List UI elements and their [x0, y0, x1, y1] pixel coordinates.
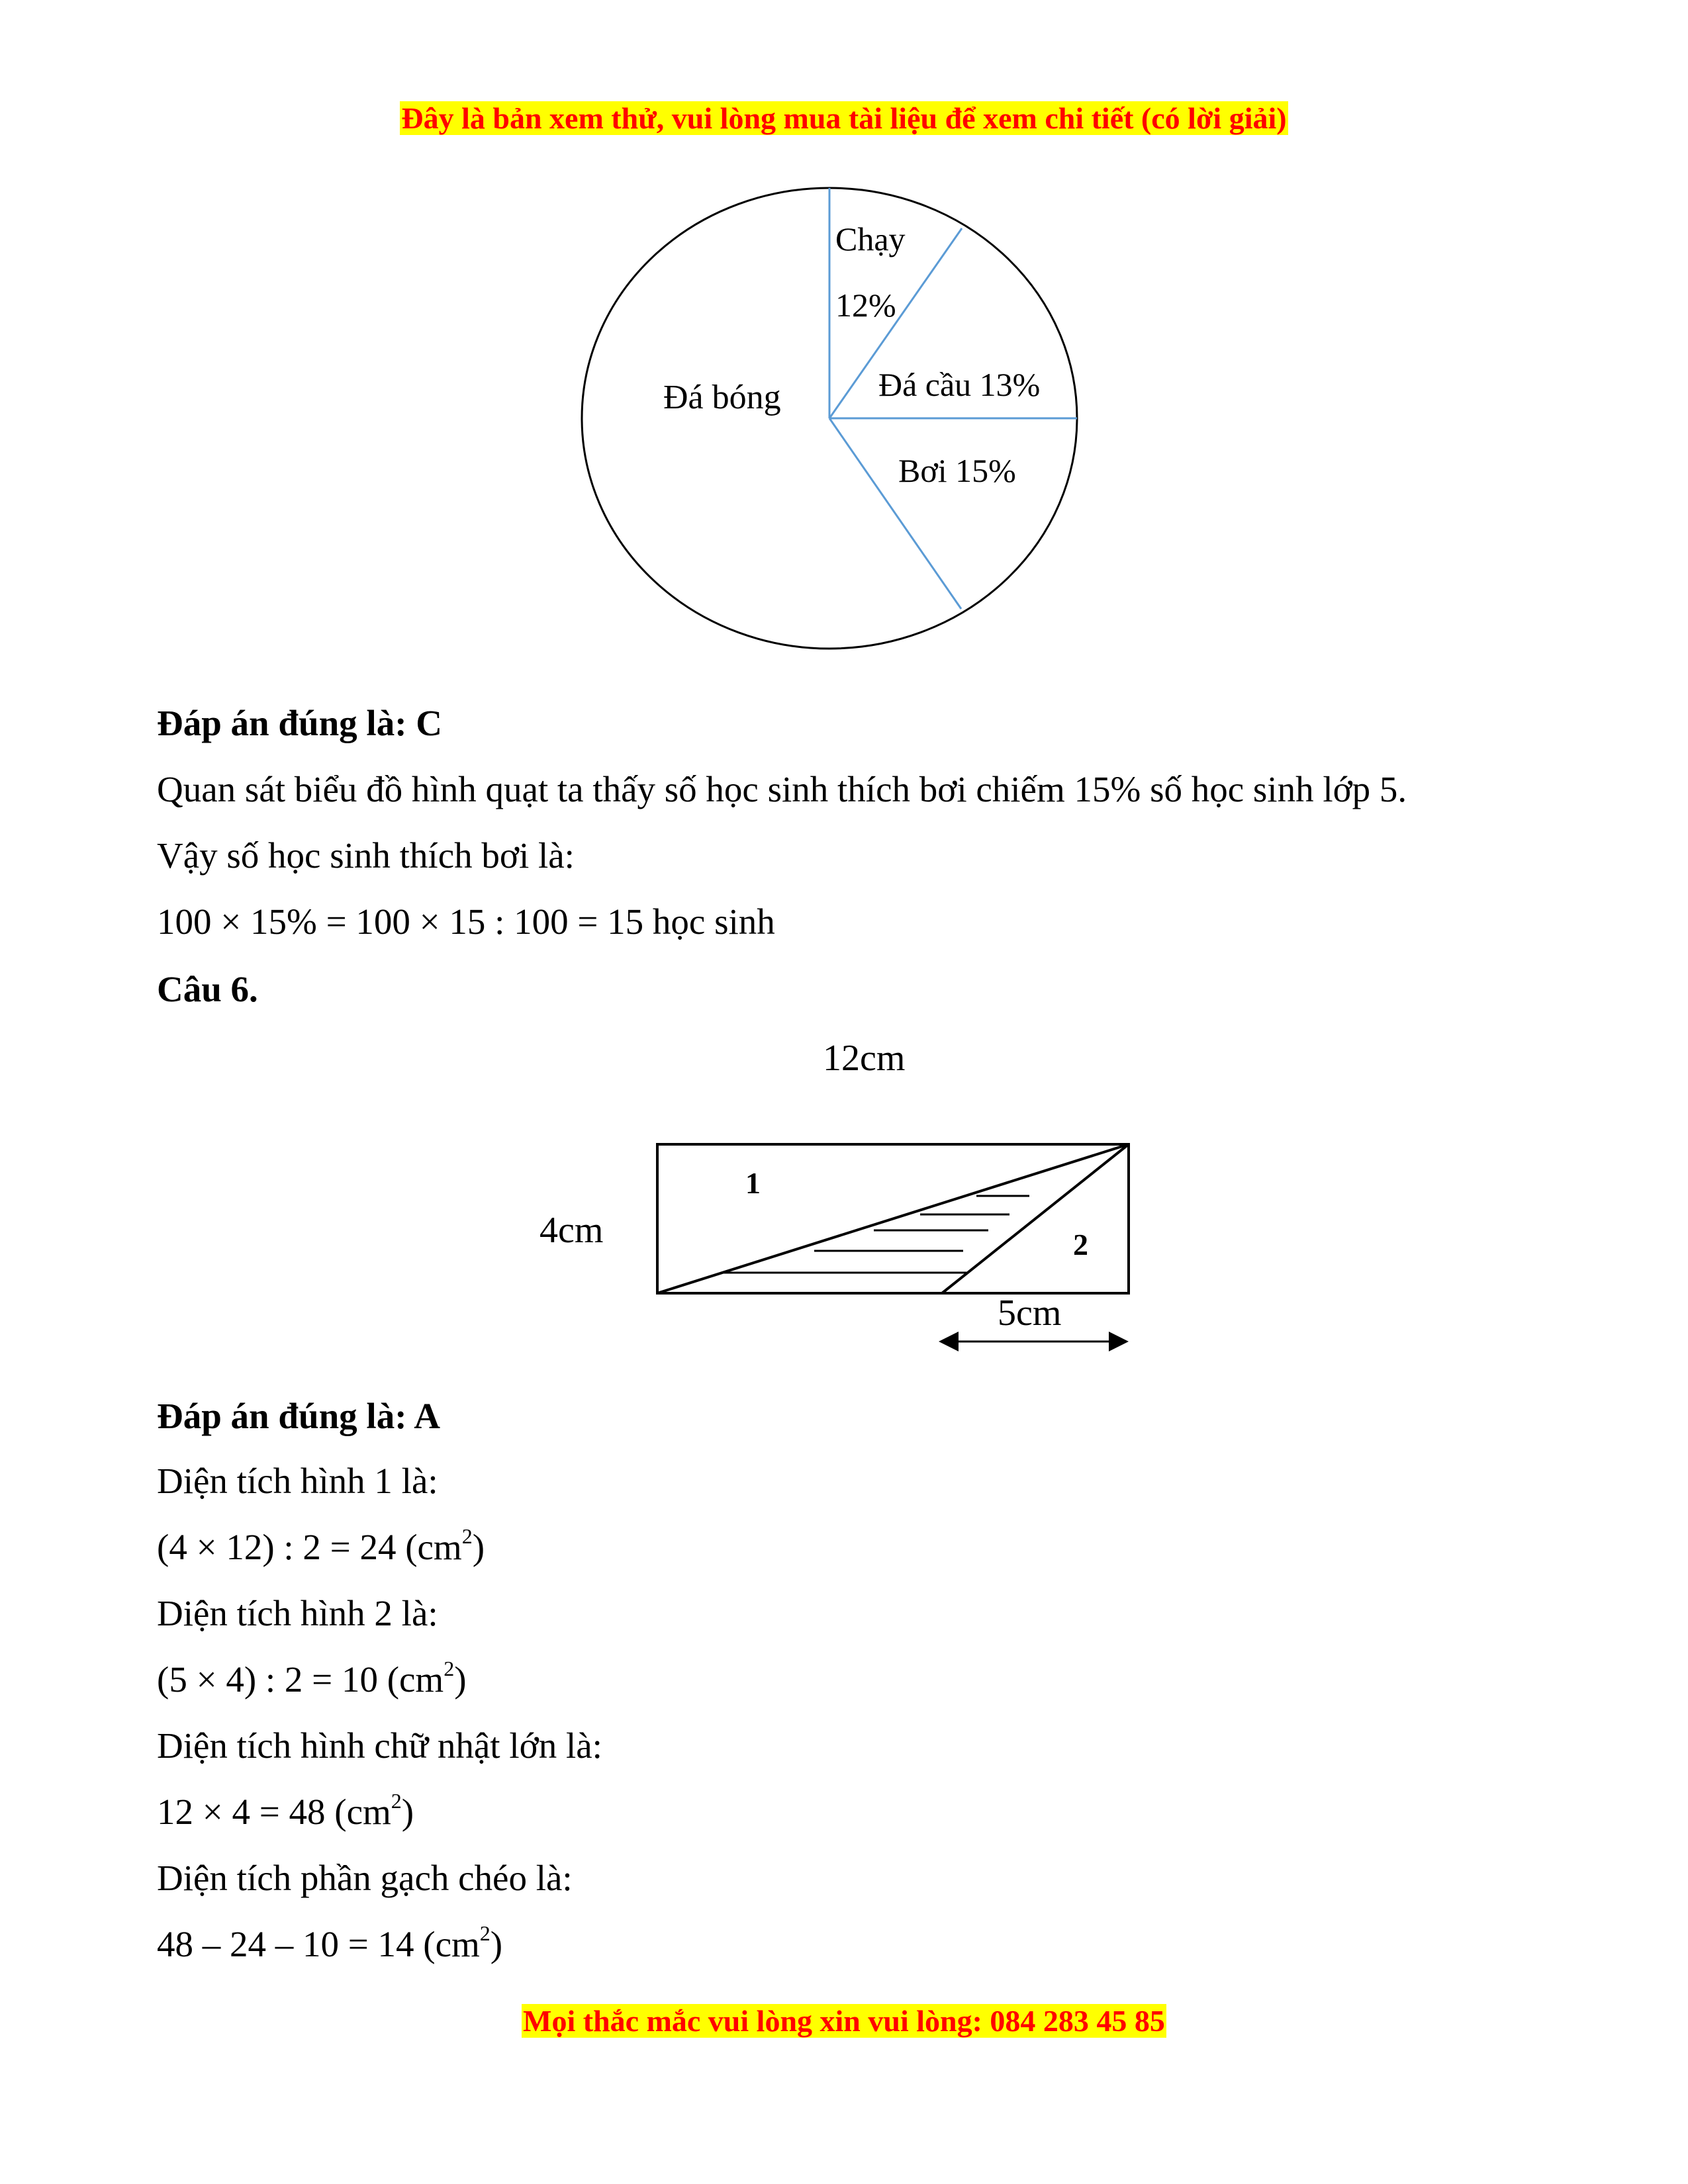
- q6-line-2-after: ): [472, 1527, 485, 1567]
- pie-divider-boi-dabong: [829, 418, 961, 609]
- figure-region-2: 2: [1073, 1228, 1088, 1261]
- q6-figure: [0, 1032, 1688, 1377]
- figure-label-top: 12cm: [823, 1038, 906, 1079]
- preview-banner-text: Đây là bản xem thử, vui lòng mua tài liệu để xem chi tiết (có lời giải): [401, 101, 1287, 135]
- q6-line-4: [157, 1657, 467, 1703]
- q6-line-4-text: (5 × 4) : 2 = 10 (cm: [157, 1659, 444, 1700]
- figure-diagonal-2: [942, 1144, 1129, 1293]
- pie-label-chay: Chạy: [835, 220, 906, 257]
- q6-line-6-text: 12 × 4 = 48 (cm: [157, 1792, 391, 1832]
- pie-label-dabong: Đá bóng: [663, 379, 781, 416]
- q6-line-3: Diện tích hình 2 là:: [157, 1593, 438, 1633]
- q6-line-8-after: ): [490, 1924, 503, 1964]
- pie-label-chay-value: 12%: [835, 287, 896, 324]
- contact-banner-text: Mọi thắc mắc vui lòng xin vui lòng: 084 283 45 85: [523, 2004, 1165, 2038]
- figure-region-1: 1: [745, 1166, 761, 1200]
- pie-chart: [0, 0, 1688, 728]
- q6-answer: Đáp án đúng là: A: [157, 1396, 440, 1436]
- q6-line-6-after: ): [401, 1792, 414, 1832]
- q5-line-2: Vậy số học sinh thích bơi là:: [157, 835, 575, 876]
- figure-label-left: 4cm: [539, 1210, 604, 1251]
- q6-line-7: Diện tích phần gạch chéo là:: [157, 1858, 573, 1898]
- q6-title: Câu 6.: [157, 969, 258, 1009]
- pie-label-boi: Bơi 15%: [898, 452, 1016, 489]
- q6-line-2-text: (4 × 12) : 2 = 24 (cm: [157, 1527, 462, 1567]
- contact-banner: [0, 2002, 1688, 2040]
- q6-line-2-sup: 2: [461, 1524, 473, 1548]
- q6-line-1: Diện tích hình 1 là:: [157, 1461, 438, 1501]
- q5-answer: Đáp án đúng là: C: [157, 703, 442, 743]
- figure-label-bottom: 5cm: [998, 1293, 1062, 1334]
- q6-line-8: [157, 1921, 502, 1968]
- pie-label-dacau: Đá cầu 13%: [878, 366, 1041, 403]
- q5-line-3: 100 × 15% = 100 × 15 : 100 = 15 học sinh: [157, 901, 775, 942]
- q6-line-8-sup: 2: [479, 1921, 491, 1945]
- q6-line-4-after: ): [454, 1659, 467, 1700]
- q6-line-4-sup: 2: [444, 1657, 455, 1680]
- q6-line-8-text: 48 – 24 – 10 = 14 (cm: [157, 1924, 480, 1964]
- q6-line-6-sup: 2: [391, 1789, 402, 1813]
- q6-line-5: Diện tích hình chữ nhật lớn là:: [157, 1725, 602, 1766]
- q6-line-2: [157, 1524, 485, 1570]
- q5-line-1: Quan sát biểu đồ hình quạt ta thấy số học sinh thích bơi chiếm 15% số học sinh lớp 5.: [157, 769, 1407, 809]
- figure-diagonal-1: [657, 1144, 1129, 1293]
- q6-line-6: [157, 1789, 414, 1835]
